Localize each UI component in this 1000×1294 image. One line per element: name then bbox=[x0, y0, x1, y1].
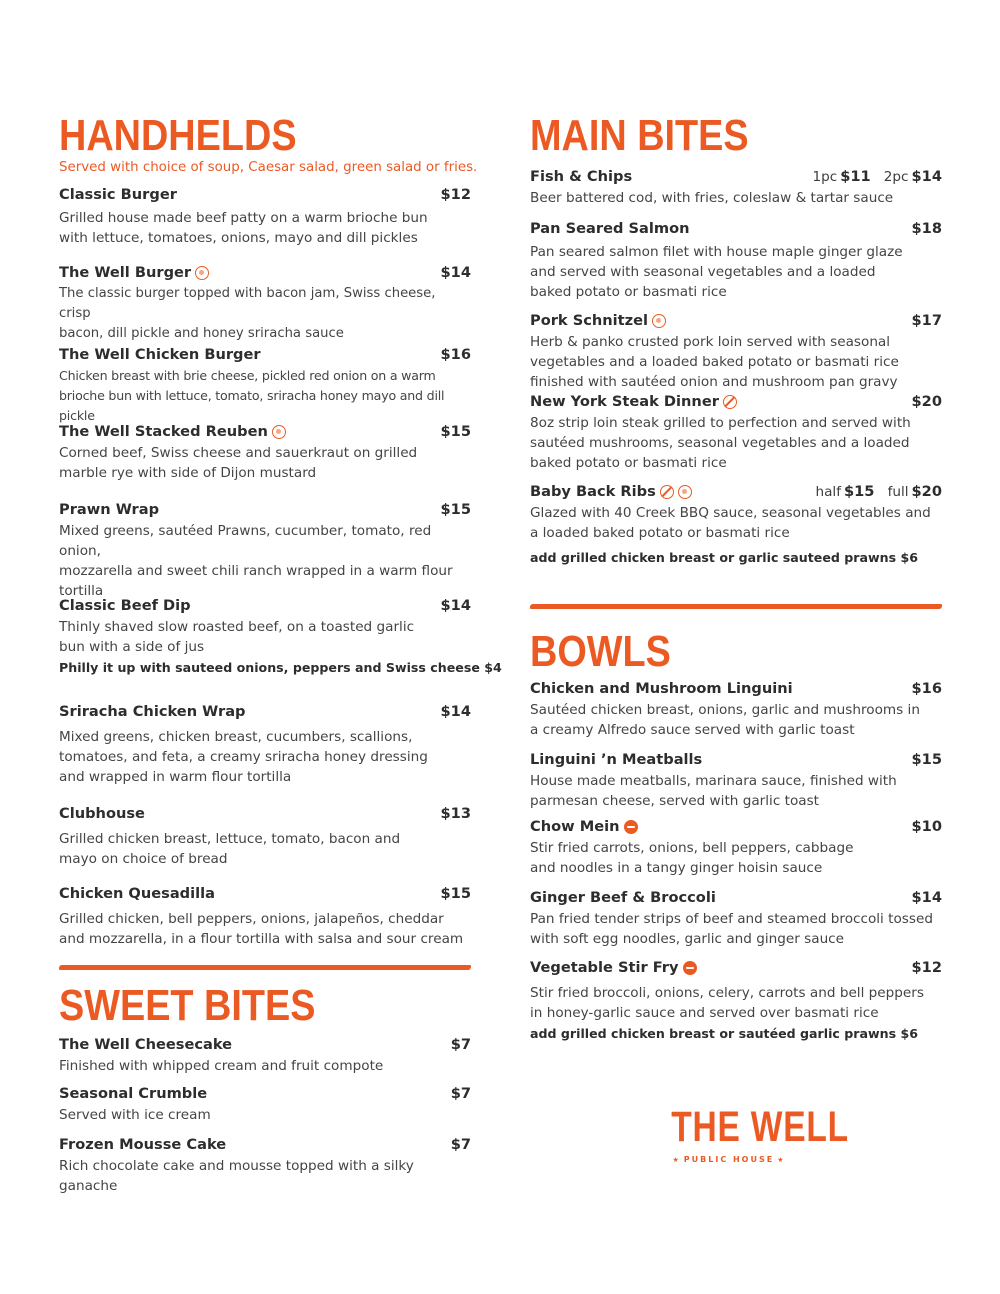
item-name: The Well Burger bbox=[59, 264, 209, 281]
item-name: Prawn Wrap bbox=[59, 501, 160, 518]
menu-item bbox=[530, 751, 942, 811]
item-price: $14 bbox=[440, 264, 471, 281]
item-description: Rich chocolate cake and mousse topped with a silky ganache bbox=[59, 1158, 414, 1194]
item-name: Seasonal Crumble bbox=[59, 1085, 208, 1102]
menu-item bbox=[530, 818, 942, 878]
item-description: The classic burger topped with bacon jam, Swiss cheese, crisp bacon, dill pickle and honey sriracha sauce bbox=[59, 286, 436, 341]
menu-item bbox=[59, 1136, 471, 1196]
item-price: $15 bbox=[440, 423, 471, 440]
item-description: Stir fried carrots, onions, bell peppers, cabbage and noodles in a tangy ginger hoisin sauce bbox=[530, 840, 854, 876]
item-description: Stir fried broccoli, onions, celery, carrots and bell peppers in honey-garlic sauce and served over basmati rice bbox=[530, 985, 924, 1021]
signature-icon bbox=[678, 485, 692, 499]
item-description: Pan seared salmon filet with house maple ginger glaze and served with seasonal vegetables and a loaded baked potato or basmati rice bbox=[530, 244, 903, 300]
menu-item bbox=[59, 805, 471, 869]
menu-item bbox=[59, 423, 471, 483]
menu-item bbox=[59, 597, 471, 657]
menu-item bbox=[530, 889, 942, 949]
signature-icon bbox=[652, 314, 666, 328]
item-name: Linguini ’n Meatballs bbox=[530, 751, 703, 768]
item-price: $16 bbox=[440, 346, 471, 363]
divider bbox=[59, 965, 471, 970]
item-name: Clubhouse bbox=[59, 805, 145, 822]
sweet-bites-title: SWEET BITES bbox=[59, 981, 316, 1030]
menu-item bbox=[530, 959, 942, 1023]
menu-item bbox=[530, 168, 942, 208]
item-price: $7 bbox=[450, 1136, 471, 1153]
item-price: $10 bbox=[911, 818, 942, 835]
main-bites-addon-note: add grilled chicken breast or garlic sauteed prawns $6 bbox=[530, 550, 918, 565]
signature-icon bbox=[195, 266, 209, 280]
item-price: $15 bbox=[440, 501, 471, 518]
item-description: Beer battered cod, with fries, coleslaw & tartar sauce bbox=[530, 190, 894, 206]
item-name: Chow Mein bbox=[530, 818, 638, 835]
menu-item bbox=[530, 483, 942, 543]
menu-item bbox=[530, 312, 942, 392]
item-name: Sriracha Chicken Wrap bbox=[59, 703, 246, 720]
beef-dip-addon-note: Philly it up with sauteed onions, peppers and Swiss cheese $4 bbox=[59, 660, 502, 675]
item-name: Classic Burger bbox=[59, 186, 177, 203]
item-description: House made meatballs, marinara sauce, finished with parmesan cheese, served with garlic toast bbox=[530, 773, 897, 809]
item-price: $20 bbox=[911, 393, 942, 410]
main-bites-title: MAIN BITES bbox=[530, 111, 749, 160]
bowls-title: BOWLS bbox=[530, 627, 671, 676]
vegetarian-icon bbox=[683, 961, 697, 975]
item-price: $15 bbox=[911, 751, 942, 768]
item-price: $7 bbox=[450, 1036, 471, 1053]
item-price: $16 bbox=[911, 680, 942, 697]
menu-item bbox=[59, 703, 471, 787]
item-description: Grilled chicken breast, lettuce, tomato, bacon and mayo on choice of bread bbox=[59, 831, 401, 867]
item-name: Vegetable Stir Fry bbox=[530, 959, 697, 976]
item-price: $14 bbox=[440, 597, 471, 614]
item-name: New York Steak Dinner bbox=[530, 393, 737, 410]
item-description: Sautéed chicken breast, onions, garlic and mushrooms in a creamy Alfredo sauce served with garlic toast bbox=[530, 702, 920, 738]
item-price: $14 bbox=[911, 889, 942, 906]
item-price: $13 bbox=[440, 805, 471, 822]
item-description: Herb & panko crusted pork loin served with seasonal vegetables and a loaded baked potato or basmati rice finished with sautéed onion and mushroom pan gravy bbox=[530, 334, 899, 390]
item-description: Mixed greens, sautéed Prawns, cucumber, tomato, red onion, mozzarella and sweet chili ranch wrapped in a warm flour tortilla bbox=[59, 523, 453, 599]
menu-item bbox=[530, 393, 942, 473]
item-price: $18 bbox=[911, 220, 942, 237]
item-price: $7 bbox=[450, 1085, 471, 1102]
vegetarian-icon bbox=[624, 820, 638, 834]
item-description: Served with ice cream bbox=[59, 1107, 211, 1123]
divider bbox=[530, 604, 942, 609]
item-name: The Well Cheesecake bbox=[59, 1036, 233, 1053]
item-description: Corned beef, Swiss cheese and sauerkraut on grilled marble rye with side of Dijon mustard bbox=[59, 445, 418, 481]
item-name: Ginger Beef & Broccoli bbox=[530, 889, 716, 906]
item-description: Chicken breast with brie cheese, pickled red onion on a warm brioche bun with lettuce, tomato, sriracha honey mayo and dill pickle bbox=[59, 368, 445, 423]
signature-icon bbox=[272, 425, 286, 439]
menu-item bbox=[59, 346, 471, 426]
handhelds-title: HANDHELDS bbox=[59, 111, 297, 160]
item-name: Chicken and Mushroom Linguini bbox=[530, 680, 793, 697]
menu-item bbox=[59, 186, 471, 248]
brand-logo bbox=[655, 1103, 849, 1164]
menu-item bbox=[59, 264, 471, 344]
item-description: Thinly shaved slow roasted beef, on a toasted garlic bun with a side of jus bbox=[59, 619, 415, 655]
menu-item bbox=[59, 501, 471, 601]
menu-item bbox=[59, 1085, 471, 1125]
item-description: Glazed with 40 Creek BBQ sauce, seasonal vegetables and a loaded baked potato or basmati rice bbox=[530, 505, 931, 541]
item-price: 1pc $11 2pc $14 bbox=[812, 168, 942, 185]
item-name: The Well Stacked Reuben bbox=[59, 423, 286, 440]
item-name: Fish & Chips bbox=[530, 168, 633, 185]
gluten-free-icon bbox=[660, 485, 674, 499]
logo-tagline: ★ PUBLIC HOUSE ★ bbox=[672, 1155, 786, 1164]
item-name: Pan Seared Salmon bbox=[530, 220, 690, 237]
gluten-free-icon bbox=[723, 395, 737, 409]
item-description: Mixed greens, chicken breast, cucumbers, scallions, tomatoes, and feta, a creamy sriracha honey dressing and wrapped in warm flour tortilla bbox=[59, 729, 428, 785]
handhelds-subtitle: Served with choice of soup, Caesar salad, green salad or fries. bbox=[59, 160, 478, 175]
item-description: Pan fried tender strips of beef and steamed broccoli tossed with soft egg noodles, garlic and ginger sauce bbox=[530, 911, 933, 947]
item-name: Frozen Mousse Cake bbox=[59, 1136, 227, 1153]
item-price: half $15 full $20 bbox=[815, 483, 942, 500]
menu-item bbox=[59, 885, 471, 949]
item-price: $14 bbox=[440, 703, 471, 720]
item-description: Grilled house made beef patty on a warm brioche bun with lettuce, tomatoes, onions, mayo and dill pickles bbox=[59, 210, 428, 246]
item-price: $17 bbox=[911, 312, 942, 329]
item-price: $15 bbox=[440, 885, 471, 902]
logo-name: THE WELL bbox=[671, 1103, 849, 1151]
menu-item bbox=[59, 1036, 471, 1076]
item-name: The Well Chicken Burger bbox=[59, 346, 261, 363]
item-description: Grilled chicken, bell peppers, onions, jalapeños, cheddar and mozzarella, in a flour tortilla with salsa and sour cream bbox=[59, 911, 464, 947]
menu-item bbox=[530, 680, 942, 740]
menu-item bbox=[530, 220, 942, 302]
item-name: Chicken Quesadilla bbox=[59, 885, 215, 902]
item-name: Pork Schnitzel bbox=[530, 312, 666, 329]
item-name: Classic Beef Dip bbox=[59, 597, 191, 614]
bowls-addon-note: add grilled chicken breast or sautéed garlic prawns $6 bbox=[530, 1026, 918, 1041]
item-price: $12 bbox=[911, 959, 942, 976]
item-description: 8oz strip loin steak grilled to perfection and served with sautéed mushrooms, seasonal vegetables and a loaded baked potato or basmati rice bbox=[530, 415, 911, 471]
item-name: Baby Back Ribs bbox=[530, 483, 692, 500]
item-description: Finished with whipped cream and fruit compote bbox=[59, 1058, 384, 1074]
item-price: $12 bbox=[440, 186, 471, 203]
